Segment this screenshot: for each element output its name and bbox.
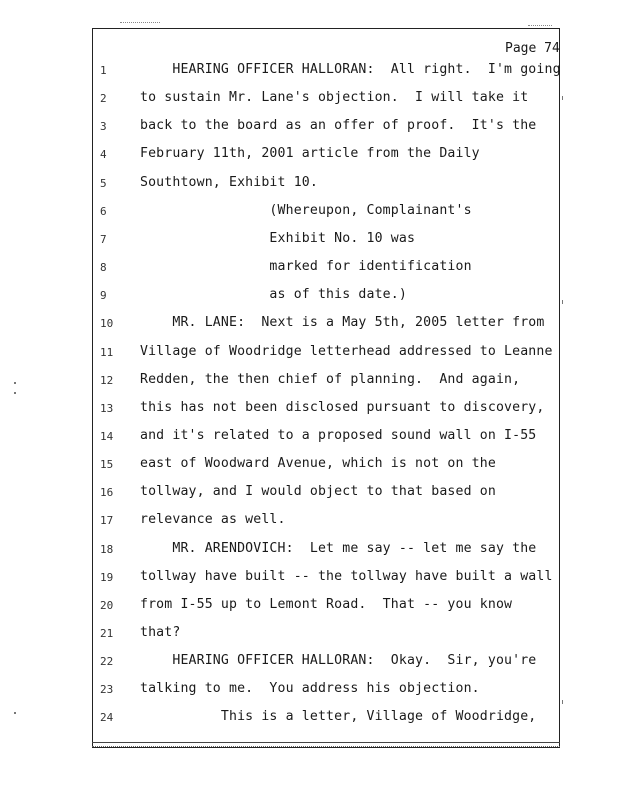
line-number: 3 — [100, 120, 107, 133]
line-number: 14 — [100, 430, 114, 443]
page-number: Page 74 — [505, 41, 560, 56]
transcript-line: Redden, the then chief of planning. And again, — [140, 372, 521, 387]
line-number: 18 — [100, 543, 114, 556]
transcript-line: that? — [140, 625, 181, 640]
transcript-line: MR. LANE: Next is a May 5th, 2005 letter from — [140, 315, 545, 330]
transcript-page-frame — [92, 28, 560, 748]
transcript-line: Exhibit No. 10 was — [140, 231, 416, 246]
line-number: 24 — [100, 711, 114, 724]
line-number: 9 — [100, 289, 107, 302]
scan-speck — [562, 700, 563, 704]
transcript-line: this has not been disclosed pursuant to discovery, — [140, 400, 545, 415]
line-number: 8 — [100, 261, 107, 274]
line-number: 15 — [100, 458, 114, 471]
line-number: 23 — [100, 683, 114, 696]
line-number: 19 — [100, 571, 114, 584]
transcript-line: from I-55 up to Lemont Road. That -- you know — [140, 597, 513, 612]
scan-speck — [562, 300, 563, 304]
transcript-line: marked for identification — [140, 259, 472, 274]
scan-speck — [562, 96, 563, 100]
transcript-line: HEARING OFFICER HALLORAN: Okay. Sir, you're — [140, 653, 537, 668]
transcript-line: Southtown, Exhibit 10. — [140, 175, 318, 190]
transcript-line: talking to me. You address his objection. — [140, 681, 480, 696]
transcript-line: February 11th, 2001 article from the Daily — [140, 146, 480, 161]
transcript-line: This is a letter, Village of Woodridge, — [140, 709, 537, 724]
line-number: 21 — [100, 627, 114, 640]
line-number: 17 — [100, 514, 114, 527]
transcript-line: tollway have built -- the tollway have built a wall — [140, 569, 553, 584]
transcript-line: Village of Woodridge letterhead addressed to Leanne — [140, 344, 553, 359]
line-number: 13 — [100, 402, 114, 415]
line-number: 4 — [100, 148, 107, 161]
transcript-line: MR. ARENDOVICH: Let me say -- let me say the — [140, 541, 537, 556]
transcript-line: tollway, and I would object to that based on — [140, 484, 496, 499]
scan-speck — [14, 382, 16, 384]
page-bottom-rule — [92, 742, 560, 747]
scan-speck — [14, 712, 16, 714]
line-number: 6 — [100, 205, 107, 218]
scan-speck — [14, 392, 16, 394]
line-number: 10 — [100, 317, 114, 330]
line-number: 22 — [100, 655, 114, 668]
line-number: 1 — [100, 64, 107, 77]
transcript-line: to sustain Mr. Lane's objection. I will take it — [140, 90, 529, 105]
line-number: 20 — [100, 599, 114, 612]
transcript-line: relevance as well. — [140, 512, 286, 527]
transcript-line: HEARING OFFICER HALLORAN: All right. I'm going — [140, 62, 561, 77]
scan-mark — [120, 22, 160, 23]
line-number: 2 — [100, 92, 107, 105]
line-number: 5 — [100, 177, 107, 190]
transcript-line: east of Woodward Avenue, which is not on the — [140, 456, 496, 471]
scan-mark — [528, 25, 552, 26]
line-number: 16 — [100, 486, 114, 499]
line-number: 11 — [100, 346, 114, 359]
line-number: 12 — [100, 374, 114, 387]
transcript-line: back to the board as an offer of proof. It's the — [140, 118, 537, 133]
transcript-line: and it's related to a proposed sound wall on I-55 — [140, 428, 537, 443]
line-number: 7 — [100, 233, 107, 246]
transcript-line: (Whereupon, Complainant's — [140, 203, 472, 218]
transcript-line: as of this date.) — [140, 287, 407, 302]
